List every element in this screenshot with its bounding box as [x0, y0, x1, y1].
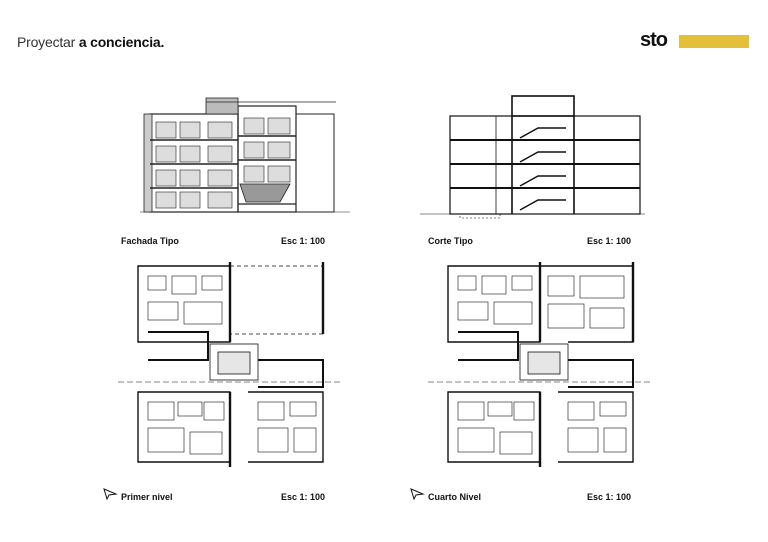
title-light: Proyectar — [17, 34, 76, 50]
section-drawing — [420, 92, 645, 220]
north-arrow-icon — [103, 488, 119, 500]
first-floor-plan-drawing — [118, 262, 343, 467]
drawing-caption: Corte Tipo — [428, 236, 473, 246]
north-arrow-icon — [410, 488, 426, 500]
drawing-scale: Esc 1: 100 — [281, 236, 326, 246]
fourth-floor-plan-drawing — [428, 262, 653, 467]
page-title — [17, 34, 164, 50]
drawing-caption: Cuarto Nivel — [428, 492, 482, 502]
drawing-scale: Esc 1: 100 — [587, 236, 632, 246]
drawing-scale: Esc 1: 100 — [587, 492, 632, 502]
logo-text: sto — [640, 29, 667, 51]
logo-accent-bar — [679, 35, 749, 48]
facade-elevation-drawing — [140, 92, 350, 217]
drawing-caption: Fachada Tipo — [121, 236, 179, 246]
title-bold: a conciencia. — [78, 34, 165, 50]
drawing-scale: Esc 1: 100 — [281, 492, 326, 502]
drawing-caption: Primer nivel — [121, 492, 173, 502]
